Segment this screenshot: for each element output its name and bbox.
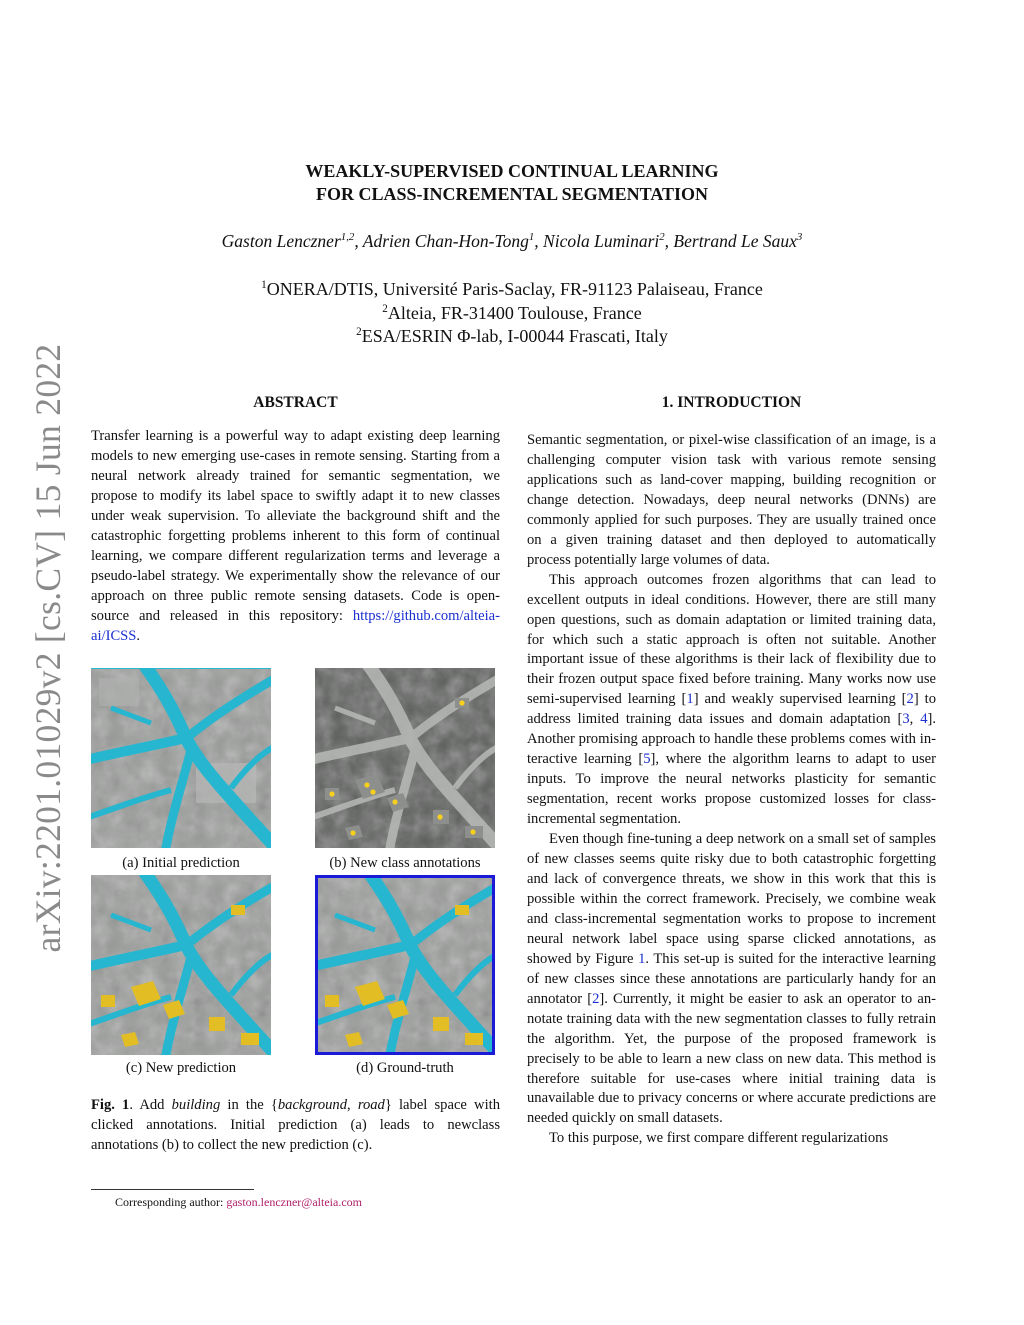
figure-panel-d-image <box>315 875 495 1055</box>
intro-paragraph: To this purpose, we first compare different regularizations <box>549 1130 889 1147</box>
arxiv-identifier-text: arXiv:2201.01029v2 [cs.CV] 15 Jun 2022 <box>28 343 68 953</box>
intro-paragraph: This approach outcomes frozen algorithms that can lead to excellent outputs in ideal conditions. However, there are still many open questions, such as domain adaptation or limited training data, for which such a static approach is often not suitable. Another important issue of these algorithms is their lack of flexibility due to their frozen output space fixed before training. Many works now use semi-supervised learning [1] and weakly supervised learning [2] to address limited training data issues and domain adaptation [3, 4]. Another promising approach to handle these problems comes with interactive learning [5], where the algorithm learns to adapt to user inputs. To improve the neural networks plasticity for semantic segmentation, recent works propose customized losses for class-incremental segmentation. <box>527 571 937 828</box>
abstract-heading: ABSTRACT <box>253 394 338 411</box>
figure-panel-a-image <box>91 668 271 848</box>
title-line-2: FOR CLASS-INCREMENTAL SEGMENTATION <box>315 184 709 204</box>
author-name: Bertrand Le Saux <box>673 231 797 251</box>
caption-panel-c: (c) New prediction <box>125 1060 237 1076</box>
citation-link[interactable]: 1 <box>638 950 646 967</box>
citation-link[interactable]: 2 <box>906 691 914 708</box>
citation-link[interactable]: 2 <box>592 990 600 1007</box>
author-affiliation-marker: 3 <box>796 231 803 244</box>
citation-link[interactable]: 4 <box>920 711 928 728</box>
figure-panel-c-image <box>91 875 271 1055</box>
footnote-rule <box>91 1189 254 1190</box>
author-name: Nicola Luminari <box>543 231 660 251</box>
figure-caption: Fig. 1. Add building in the {background, road} label space with clicked annotations. Initial prediction (a) leads to newclass annotations (b) to collect the new prediction (c). <box>91 1097 500 1153</box>
affiliation-line: $^2$ESA/ESRIN Φ-lab, I-00044 Frascati, Italy <box>356 326 668 346</box>
citation-link[interactable]: 5 <box>643 751 651 768</box>
introduction-body <box>527 431 936 1149</box>
author-name: Gaston Lenczner <box>221 231 341 251</box>
author-name: Adrien Chan-Hon-Tong <box>362 231 529 251</box>
affiliation-line: $^2$Alteia, FR-31400 Toulouse, France <box>382 302 642 323</box>
author-affiliation-marker: 2 <box>659 231 665 244</box>
repository-link[interactable]: https://github.com/alteia-ai/ICSS <box>91 607 500 644</box>
title-line-1: WEAKLY-SUPERVISED CONTINUAL LEARNING <box>305 161 719 181</box>
intro-paragraph: Semantic segmentation, or pixel-wise classification of an image, is a challenging computer vision task with various remote sensing applications such as land-cover mapping, building recognition or change detection. Nowadays, deep neural networks (DNNs) are commonly applied for such purposes. They are usually trained once on a given training dataset and then deployed to automatically process potentially large volumes of data. <box>527 432 936 568</box>
caption-panel-b: (b) New class annotations <box>329 855 481 871</box>
citation-link[interactable]: 1 <box>686 691 694 708</box>
abstract-text: Transfer learning is a powerful way to adapt existing deep learning models to new emerging use-cases in remote sensing. Starting from a neural network already trained for semantic segmentation, we propose to modify its label space to swiftly adapt it to new classes under weak supervision. To alleviate the background shift and the catastrophic forgetting problems inherent to this form of continual learning, we compare different regularization terms and leverage a pseudo-label strategy. We experimentally show the relevance of our approach on three public remote sensing datasets. Code is open-source and released in this repository: <box>91 428 500 624</box>
affiliations <box>112 278 912 349</box>
caption-panel-a: (a) Initial prediction <box>122 855 240 871</box>
intro-paragraph: Even though fine-tuning a deep network on a small set of samples of new classes seems quite risky due to both catastrophic forgetting and lack of convergence threats, we show in this work that this is possible within the correct framework. Precisely, we combine weak and class-incremental segmentation works to propose to increment neural network label space using sparse clicked annotations, as showed by Figure 1. This set-up is suited for the interactive learning of new classes since these annotations are particularly handy for an annotator [2]. Currently, it might be easier to ask an operator to annotate training data with the new segmentation classes to fully retrain the algorithm. Yet, the purpose of the proposed framework is precisely to be able to learn a new class on new data. This method is therefore suitable for use-cases where initial training data is unavailable due to privacy concerns or where accurate predictions are needed quickly on small datasets. <box>527 831 936 1127</box>
author-affiliation-marker: 1 <box>528 231 535 244</box>
paper-title <box>112 160 912 206</box>
caption-panel-d: (d) Ground-truth <box>356 1060 454 1076</box>
affiliation-line: $^1$ONERA/DTIS, Université Paris-Saclay, FR-91123 Palaiseau, France <box>261 279 763 299</box>
figure-label: Fig. 1 <box>91 1097 130 1113</box>
author-list: Gaston Lenczner$^{1,2}$, Adrien Chan-Hon-Tong$^1$, Nicola Luminari$^2$, Bertrand Le Saux$^3$ <box>221 231 803 251</box>
footnote: Corresponding author: gaston.lenczner@alteia.com <box>115 1195 362 1209</box>
abstract-body: Transfer learning is a powerful way to adapt existing deep learning models to new emerging use-cases in remote sensing. Starting from a neural network already trained for semantic segmentation, we propose to modify its label space to swiftly adapt it to new classes under weak supervision. To alleviate the background shift and the catastrophic forgetting problems inherent to this form of continual learning, we compare different regularization terms and leverage a pseudo-label strategy. We experimentally show the relevance of our approach on three public remote sensing datasets. Code is open-source and released in this repository: https://github.com/alteia-ai/ICSS. <box>91 428 500 644</box>
introduction-heading: 1. INTRODUCTION <box>661 394 802 411</box>
author-affiliation-marker: 1,2 <box>340 231 355 244</box>
figure-panel-b-image <box>315 668 495 848</box>
author-email-link[interactable]: gaston.lenczner@alteia.com <box>226 1195 362 1209</box>
citation-link[interactable]: 3 <box>902 711 910 728</box>
